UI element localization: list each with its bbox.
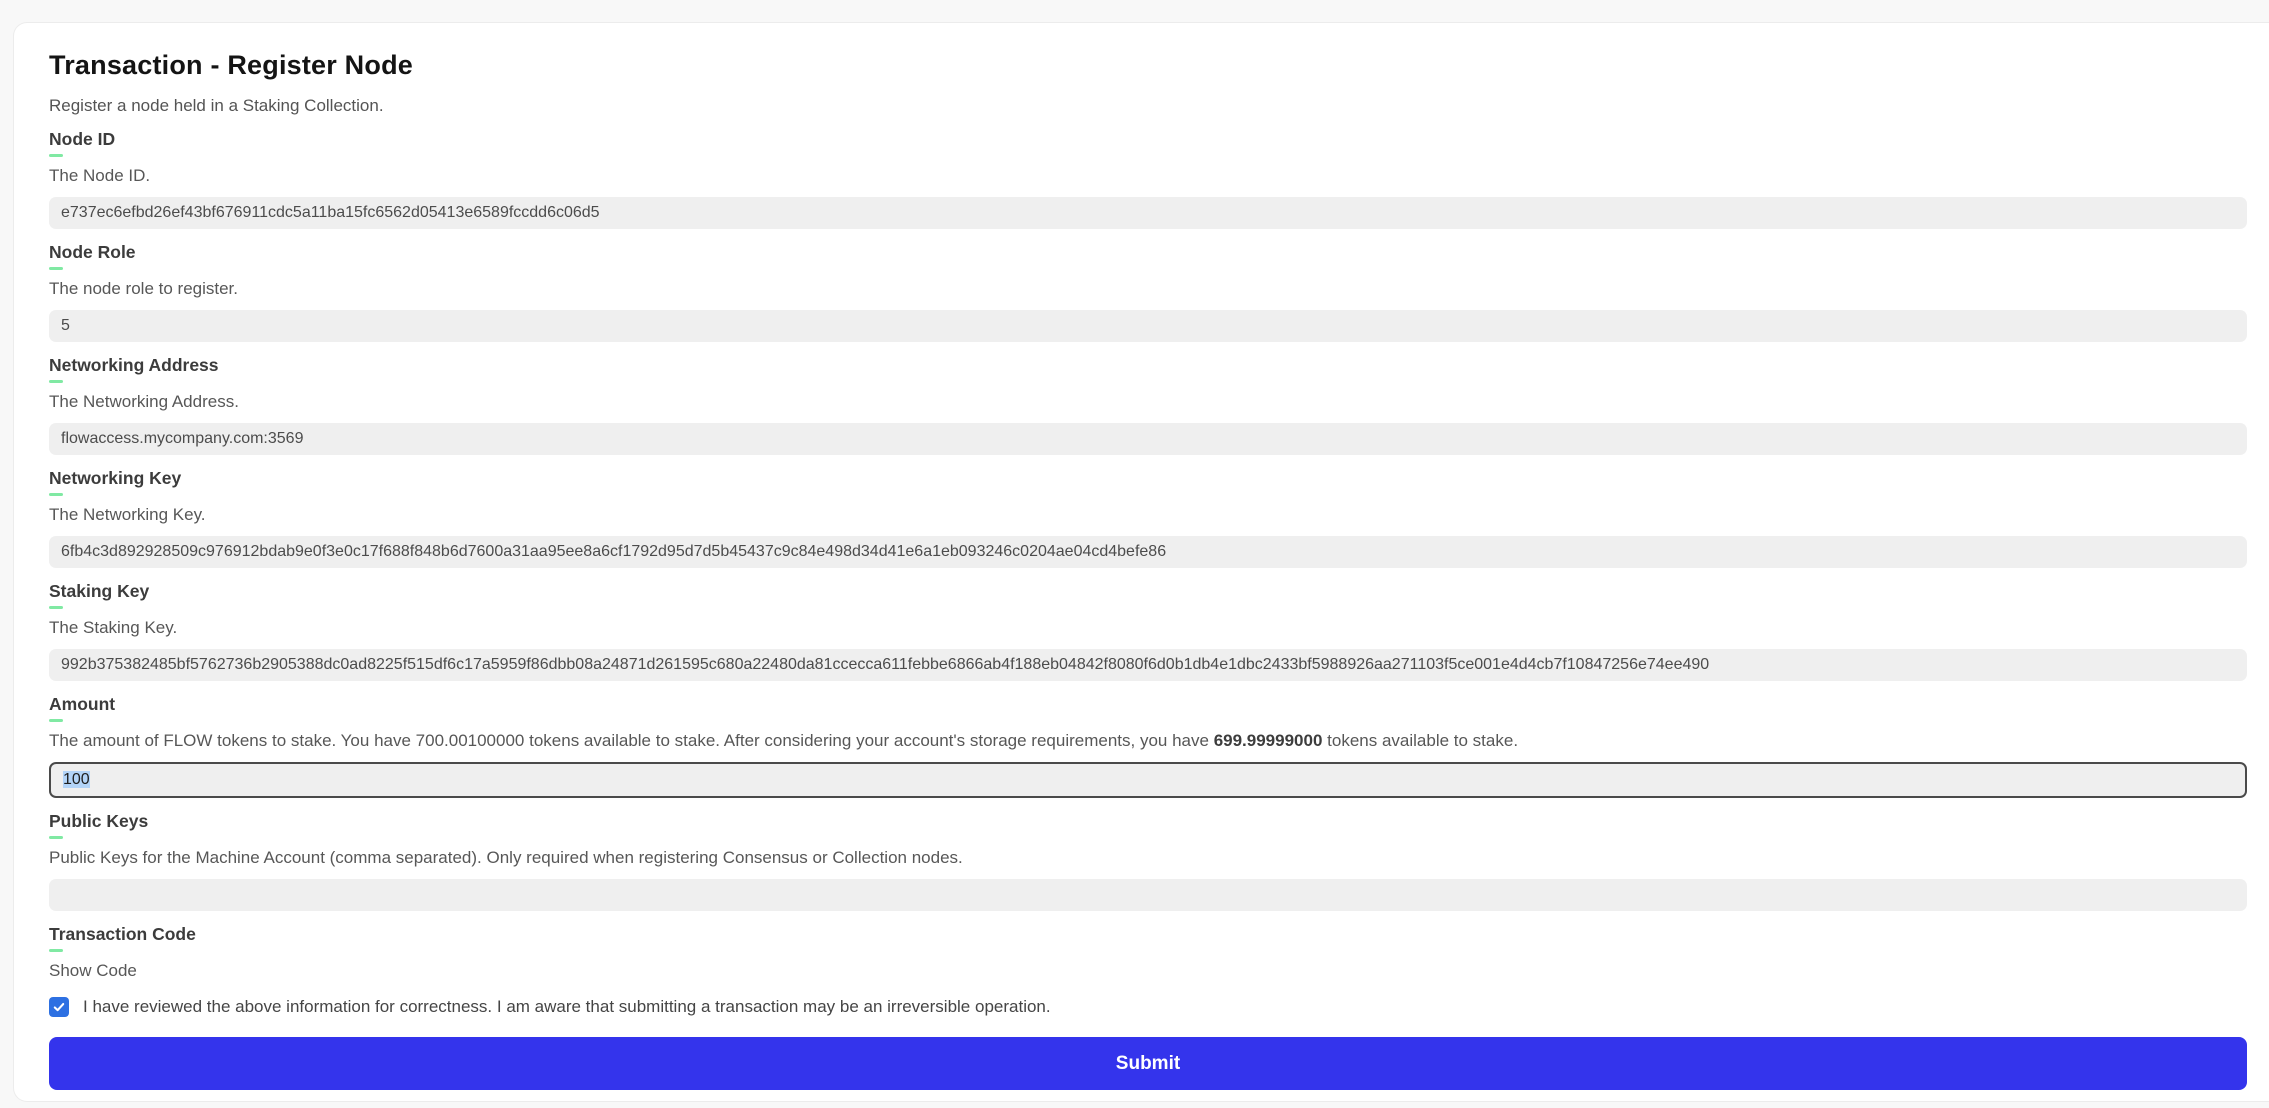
networking-address-description: The Networking Address. [49, 392, 239, 411]
amount-description-part2: tokens available to stake. [1322, 731, 1519, 750]
field-staking-key [49, 581, 2247, 681]
label-underline [49, 493, 63, 496]
networking-address-label: Networking Address [49, 355, 219, 375]
submit-button-label: Submit [1115, 1052, 1181, 1074]
field-networking-address [49, 355, 2247, 455]
node-role-label: Node Role [49, 242, 136, 262]
field-public-keys [49, 811, 2247, 911]
label-underline [49, 380, 63, 383]
amount-description [49, 730, 2247, 751]
amount-selected-text: 100 [63, 771, 90, 788]
field-node-role [49, 242, 2247, 342]
networking-key-description: The Networking Key. [49, 505, 206, 524]
staking-key-label: Staking Key [49, 581, 150, 601]
staking-key-description: The Staking Key. [49, 618, 178, 637]
node-role-input[interactable]: 5 [49, 310, 2247, 342]
page-title: Transaction - Register Node [49, 50, 413, 80]
networking-key-input[interactable]: 6fb4c3d892928509c976912bdab9e0f3e0c17f688f848b6d7600a31aa95ee8a6cf1792d95d7d5b45437c9c84e498d34d41e6a1eb093246c0204ae04cd4befe86 [49, 536, 2247, 568]
label-underline [49, 606, 63, 609]
confirmation-checkbox[interactable] [49, 997, 69, 1017]
node-id-input[interactable]: e737ec6efbd26ef43bf676911cdc5a11ba15fc6562d05413e6589fccdd6c06d5 [49, 197, 2247, 229]
label-underline [49, 836, 63, 839]
label-underline [49, 154, 63, 157]
networking-address-input[interactable]: flowaccess.mycompany.com:3569 [49, 423, 2247, 455]
confirmation-row [49, 997, 2247, 1017]
field-amount [49, 694, 2247, 798]
networking-key-label: Networking Key [49, 468, 182, 488]
transaction-form-card [13, 22, 2269, 1102]
field-node-id [49, 129, 2247, 229]
amount-available-bold: 699.99999000 [1213, 731, 1323, 750]
field-networking-key [49, 468, 2247, 568]
public-keys-input[interactable] [49, 879, 2247, 911]
show-code-toggle[interactable]: Show Code [49, 961, 137, 980]
checkmark-icon [52, 1000, 66, 1014]
amount-input[interactable] [49, 762, 2247, 798]
confirmation-label: I have reviewed the above information for correctness. I am aware that submitting a transaction may be an irreversible operation. [83, 997, 1051, 1016]
node-id-label: Node ID [49, 129, 116, 149]
staking-key-input[interactable]: 992b375382485bf5762736b2905388dc0ad8225f515df6c17a5959f86dbb08a24871d261595c680a22480da81ccecca611febbe6866ab4f188eb04842f8080f6d0b1db4e1dbc2433bf5988926aa271103f5ce001e4d4cb7f10847256e74ee490 [49, 649, 2247, 681]
transaction-code-label: Transaction Code [49, 924, 196, 944]
page-subtitle: Register a node held in a Staking Collection. [49, 96, 384, 115]
label-underline [49, 719, 63, 722]
node-id-description: The Node ID. [49, 166, 151, 185]
label-underline [49, 267, 63, 270]
amount-description-part1: The amount of FLOW tokens to stake. You have 700.00100000 tokens available to stake. After considering your account's storage requirements, you have [49, 731, 1214, 750]
public-keys-description: Public Keys for the Machine Account (comma separated). Only required when registering Consensus or Collection nodes. [49, 848, 963, 867]
node-role-description: The node role to register. [49, 279, 239, 298]
submit-button[interactable] [49, 1037, 2247, 1090]
field-transaction-code [49, 924, 2247, 981]
amount-label: Amount [49, 694, 116, 714]
public-keys-label: Public Keys [49, 811, 149, 831]
